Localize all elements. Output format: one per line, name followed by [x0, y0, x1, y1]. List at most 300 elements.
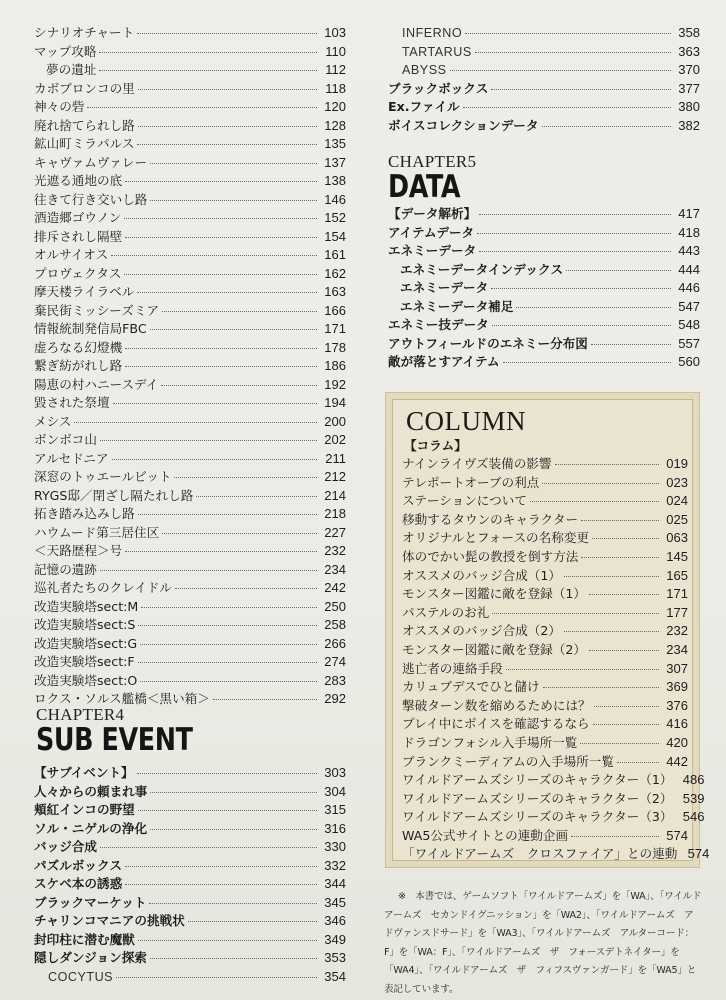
toc-entry-page: 137: [324, 154, 346, 170]
toc-entry-title: ブラックボックス: [388, 80, 489, 96]
dot-leader: [150, 792, 317, 793]
toc-entry: [34, 968, 346, 987]
toc-entry: [34, 505, 346, 524]
dot-leader: [150, 829, 317, 830]
toc-entry-title: TARTARUS: [402, 44, 472, 59]
toc-entry: [34, 209, 346, 228]
dot-leader: [141, 607, 317, 608]
toc-entry-title: 廃れ捨てられし路: [34, 117, 135, 133]
toc-entry: [34, 154, 346, 173]
toc-entry: [34, 302, 346, 321]
toc-entry-page: 382: [678, 117, 700, 133]
toc-entry-title: 毀された祭壇: [34, 395, 110, 410]
toc-entry-page: 486: [682, 772, 705, 788]
toc-entry-title: COCYTUS: [48, 969, 114, 984]
toc-entry-page: 171: [324, 321, 346, 336]
toc-entry: [388, 24, 700, 43]
toc-entry-title: 鉱山町ミラパルス: [34, 136, 135, 151]
toc-entry-title: エネミーデータインデックス: [400, 261, 564, 277]
dot-leader: [138, 126, 317, 127]
toc-entry-title: 人々からの頼まれ事: [34, 783, 148, 799]
toc-entry-title: マップ攻略: [34, 43, 97, 59]
toc-entry: [400, 660, 688, 679]
toc-entry-title: 排斥されし隔壁: [34, 228, 123, 244]
toc-entry-page: 024: [666, 493, 688, 509]
dot-leader: [503, 362, 671, 363]
toc-entry-title: 体のでかい髭の教授を倒す方法: [402, 548, 579, 564]
toc-entry-title: プレイ中にボイスを確認するなら: [402, 716, 590, 732]
toc-entry-page: 547: [678, 298, 700, 314]
toc-entry-title: エネミーデータ: [388, 243, 477, 258]
toc-entry-page: 112: [325, 62, 346, 77]
dot-leader: [475, 52, 671, 53]
toc-entry-page: 370: [678, 62, 700, 77]
toc-entry-title: ドラゴンフォシル入手場所一覧: [402, 734, 578, 750]
dot-leader: [591, 344, 671, 345]
toc-entry-page: 363: [678, 43, 700, 59]
toc-entry-title: ABYSS: [402, 63, 447, 77]
dot-leader: [137, 33, 317, 34]
toc-entry: [388, 43, 700, 62]
toc-entry: [34, 616, 346, 635]
dot-leader: [564, 576, 659, 577]
dot-leader: [150, 163, 317, 164]
toc-entry: [388, 80, 700, 99]
toc-entry-title: 光遮る通地の底: [34, 173, 123, 188]
toc-entry-page: 444: [678, 261, 700, 277]
toc-entry: [388, 279, 700, 298]
column-box: [385, 392, 710, 868]
toc-entry: [34, 561, 346, 580]
toc-entry: [34, 24, 346, 43]
toc-entry-page: 344: [324, 876, 346, 891]
dot-leader: [564, 631, 659, 632]
toc-entry: [34, 801, 346, 820]
left-column-entries: [34, 24, 346, 709]
right-column-top-entries: [388, 24, 700, 135]
toc-entry: [34, 265, 346, 284]
dot-leader: [463, 107, 671, 108]
dot-leader: [491, 89, 671, 90]
dot-leader: [161, 385, 317, 386]
toc-entry: [400, 548, 688, 567]
dot-leader: [162, 311, 317, 312]
dot-leader: [162, 533, 317, 534]
toc-entry: [388, 335, 700, 354]
dot-leader: [589, 594, 659, 595]
dot-leader: [593, 724, 659, 725]
toc-entry-title: 繋ぎ紡がれし路: [34, 358, 123, 373]
dot-leader: [113, 403, 317, 404]
toc-entry-title: 移動するタウンのキャラクター: [402, 511, 579, 527]
toc-entry-page: 118: [325, 80, 346, 96]
toc-entry-page: 560: [678, 354, 700, 369]
toc-entry-page: 135: [324, 136, 346, 151]
toc-entry-page: 019: [666, 456, 688, 471]
toc-entry-title: チャリンコマニアの挑戦状: [34, 913, 185, 928]
dot-leader: [581, 520, 659, 521]
dot-leader: [87, 107, 317, 108]
toc-entry: [34, 283, 346, 302]
toc-entry-page: 380: [678, 99, 700, 114]
toc-entry: [400, 622, 688, 641]
column-subtitle: 【コラム】: [404, 438, 467, 453]
toc-entry: [34, 191, 346, 210]
toc-entry-page: 546: [682, 809, 705, 825]
toc-entry: [400, 474, 688, 493]
dot-leader: [100, 440, 317, 441]
toc-entry: [400, 529, 688, 548]
toc-entry-title: アウトフィールドのエネミー分布図: [388, 335, 588, 351]
dot-leader: [543, 687, 659, 688]
toc-entry: [34, 783, 346, 802]
toc-entry: [400, 585, 688, 604]
dot-leader: [477, 233, 671, 234]
toc-entry-page: 232: [666, 623, 688, 639]
toc-entry-title: 棄民街ミッシーズミア: [34, 302, 160, 318]
toc-entry-page: 146: [324, 191, 346, 207]
toc-entry-page: 145: [666, 548, 688, 564]
dot-leader: [137, 773, 317, 774]
toc-entry-title: メシス: [34, 413, 72, 429]
dot-leader: [479, 251, 671, 252]
toc-entry-title: オルサイオス: [34, 247, 109, 262]
toc-entry-title: 改造実験塔sect:O: [34, 672, 138, 688]
toc-entry-title: 改造実験塔sect:G: [34, 635, 138, 651]
toc-entry-page: 315: [324, 802, 346, 817]
toc-entry: [400, 845, 710, 864]
toc-entry-page: 443: [678, 243, 700, 258]
toc-entry-title: 【サブイベント】: [34, 765, 134, 780]
toc-entry-page: 128: [324, 117, 346, 133]
toc-entry: [388, 316, 700, 335]
toc-entry-title: オリジナルとフォースの名称変更: [402, 530, 590, 546]
toc-entry-title: 神々の砦: [34, 99, 85, 114]
toc-entry: [34, 339, 346, 358]
toc-entry-title: プロヴェクタス: [34, 265, 122, 281]
toc-entry: [34, 653, 346, 672]
footnote: ※ 本書では、ゲームソフト「ワイルドアームズ」を「WA」、「ワイルドアームズ セカンドイグニッション」を「WA2」、「ワイルドアームズ アドヴァンスドサード」を「WA3」、「ワイルドアームズ アルターコード：F」を「WA：F」、「ワイルドアームズ ザ フォースデトネイター」を「WA4」、「ワイルドアームズ ザ フィフスヴァンガード」を「WA5」と表記しています。: [384, 891, 702, 995]
toc-entry-page: 416: [666, 716, 688, 732]
toc-entry: [34, 468, 346, 487]
toc-entry-title: 情報統制発信局FBC: [34, 321, 147, 336]
toc-entry-page: 420: [666, 734, 688, 750]
toc-entry: [388, 61, 700, 80]
toc-entry-title: ハウムード第三居住区: [34, 524, 160, 540]
dot-leader: [125, 884, 317, 885]
toc-entry: [388, 117, 700, 136]
dot-leader: [125, 866, 317, 867]
toc-entry-page: 154: [324, 228, 346, 244]
toc-entry-title: 改造実験塔sect:F: [34, 654, 135, 669]
toc-entry: [400, 604, 688, 623]
toc-entry-page: 161: [324, 247, 346, 262]
toc-entry-title: エネミーデータ: [400, 280, 489, 295]
toc-entry-page: 250: [324, 598, 346, 614]
toc-entry-title: 往きて行き交いし路: [34, 191, 148, 207]
dot-leader: [174, 477, 317, 478]
toc-entry-title: モンスター図鑑に敵を登録（2）: [402, 641, 586, 657]
dot-leader: [140, 644, 317, 645]
dot-leader: [74, 422, 317, 423]
toc-entry-page: 574: [666, 827, 688, 843]
toc-entry-page: 192: [324, 376, 346, 392]
dot-leader: [99, 52, 317, 53]
dot-leader: [100, 847, 317, 848]
toc-entry: [34, 413, 346, 432]
dot-leader: [188, 921, 317, 922]
toc-entry-page: 232: [324, 543, 346, 558]
toc-entry-title: 「ワイルドアームズ クロスファイア」との連動: [402, 846, 678, 862]
toc-entry-page: 162: [324, 265, 346, 281]
toc-entry-title: 夢の遺址: [46, 62, 97, 77]
dot-leader: [213, 699, 317, 700]
toc-entry-page: 202: [324, 432, 346, 447]
dot-leader: [566, 270, 671, 271]
toc-entry-title: 陽恵の村ハニースデイ: [34, 376, 159, 392]
toc-entry: [34, 672, 346, 691]
dot-leader: [125, 551, 317, 552]
toc-entry: [400, 697, 688, 716]
toc-entry: [34, 98, 346, 117]
toc-entry: [34, 949, 346, 968]
toc-entry-title: ワイルドアームズシリーズのキャラクター（3）: [402, 809, 673, 825]
dot-leader: [100, 570, 317, 571]
dot-leader: [125, 366, 317, 367]
toc-entry: [400, 567, 688, 586]
dot-leader: [580, 743, 659, 744]
toc-entry-page: 442: [666, 753, 688, 769]
toc-entry-page: 353: [324, 950, 346, 965]
toc-entry-page: 178: [324, 339, 346, 355]
column-entries: [400, 455, 710, 864]
toc-entry-page: 345: [324, 894, 346, 910]
dot-leader: [137, 144, 317, 145]
dot-leader: [150, 329, 317, 330]
chapter5-heading: [388, 153, 476, 203]
toc-entry-page: 330: [324, 839, 346, 854]
toc-entry-page: 152: [324, 210, 346, 225]
dot-leader: [594, 706, 659, 707]
toc-entry-page: 557: [678, 335, 700, 351]
dot-leader: [465, 33, 671, 34]
toc-entry-title: 拓き踏み込みし路: [34, 506, 135, 521]
toc-entry-page: 548: [678, 317, 700, 332]
toc-entry: [34, 376, 346, 395]
dot-leader: [138, 625, 317, 626]
chapter4-entries: [34, 764, 346, 986]
toc-entry: [400, 790, 705, 809]
dot-leader: [138, 940, 317, 941]
toc-entry: [34, 838, 346, 857]
toc-entry: [34, 246, 346, 265]
toc-entry: [34, 117, 346, 136]
toc-entry: [400, 641, 688, 660]
toc-entry-title: Ex.ファイル: [388, 99, 460, 114]
toc-entry: [34, 579, 346, 598]
dot-leader: [479, 214, 671, 215]
toc-entry-page: 177: [666, 604, 688, 620]
toc-entry-page: 358: [678, 25, 700, 40]
dot-leader: [542, 126, 672, 127]
toc-entry: [400, 455, 688, 474]
toc-entry-title: 封印柱に潜む魔獣: [34, 931, 135, 947]
toc-entry-title: ブラックマーケット: [34, 894, 147, 910]
dot-leader: [542, 483, 659, 484]
dot-leader: [617, 762, 659, 763]
toc-entry-title: カリュブデスでひと儲け: [402, 679, 540, 695]
dot-leader: [450, 70, 672, 71]
toc-entry-page: 418: [678, 224, 700, 240]
dot-leader: [138, 89, 317, 90]
toc-entry-title: 深窓のトゥエールビット: [34, 469, 172, 484]
toc-entry-page: 274: [324, 654, 346, 669]
toc-entry-page: 369: [666, 679, 688, 695]
toc-entry: [34, 135, 346, 154]
dot-leader: [138, 662, 317, 663]
toc-entry-title: ソル・ニゲルの浄化: [34, 820, 148, 836]
toc-entry-title: ワイルドアームズシリーズのキャラクター（1）: [402, 772, 673, 788]
toc-entry-title: 記憶の遺跡: [34, 561, 97, 577]
toc-entry-title: 巡礼者たちのクレイドル: [34, 580, 172, 595]
toc-entry: [388, 98, 700, 117]
toc-entry-page: 171: [666, 586, 688, 602]
chapter5-title: DATA: [388, 169, 461, 205]
toc-entry: [388, 261, 700, 280]
dot-leader: [492, 613, 659, 614]
dot-leader: [124, 218, 317, 219]
toc-entry-title: キャヴァムヴァレー: [34, 154, 148, 170]
dot-leader: [581, 557, 659, 558]
toc-entry: [34, 320, 346, 339]
toc-entry: [34, 857, 346, 876]
toc-entry-page: 304: [324, 783, 346, 799]
toc-entry-title: 逃亡者の連絡手段: [402, 660, 503, 676]
toc-entry-title: INFERNO: [402, 26, 463, 40]
toc-entry-page: 303: [324, 765, 346, 780]
toc-entry-title: スケベ本の誘惑: [34, 876, 123, 891]
dot-leader: [516, 307, 671, 308]
toc-entry-page: 574: [687, 846, 710, 862]
toc-entry: [34, 764, 346, 783]
toc-entry-title: アルセドニア: [34, 450, 109, 466]
toc-entry-page: 234: [324, 561, 346, 577]
toc-entry: [400, 511, 688, 530]
toc-entry-page: 234: [666, 641, 688, 657]
toc-entry-page: 138: [324, 173, 346, 188]
toc-entry-title: パズルボックス: [34, 857, 123, 873]
toc-entry-title: 改造実験塔sect:S: [34, 617, 136, 632]
dot-leader: [592, 538, 659, 539]
dot-leader: [589, 650, 659, 651]
toc-entry-title: 酒造郷ゴウノン: [34, 210, 122, 225]
toc-entry-page: 242: [324, 580, 346, 595]
toc-entry: [388, 224, 700, 243]
dot-leader: [506, 669, 659, 670]
toc-entry: [34, 394, 346, 413]
toc-entry: [34, 875, 346, 894]
toc-entry-page: 376: [666, 697, 688, 713]
toc-entry: [34, 912, 346, 931]
toc-entry-title: 虚ろなる幻燈機: [34, 339, 123, 355]
toc-entry-title: パステルのお礼: [402, 604, 490, 620]
column-title: COLUMN: [406, 406, 527, 436]
toc-entry-title: RYGS邸／閉ざし隔たれし路: [34, 487, 194, 503]
dot-leader: [112, 459, 317, 460]
toc-entry-title: ナインライヴズ装備の影響: [402, 456, 552, 471]
toc-entry-page: 211: [325, 450, 346, 466]
toc-entry: [388, 205, 700, 224]
toc-entry-title: オススメのバッジ合成（2）: [402, 623, 562, 639]
toc-entry-title: アイテムデータ: [388, 224, 475, 240]
toc-entry: [400, 492, 688, 511]
toc-entry-title: ＜天路歴程＞号: [34, 543, 123, 558]
chapter4-title: SUB EVENT: [36, 722, 193, 758]
toc-entry-page: 307: [666, 660, 688, 676]
toc-entry-page: 165: [666, 567, 688, 583]
dot-leader: [150, 200, 317, 201]
toc-entry-page: 377: [678, 80, 700, 96]
toc-entry-title: 隠しダンジョン探索: [34, 950, 147, 965]
toc-entry-page: 349: [324, 931, 346, 947]
dot-leader: [140, 681, 317, 682]
toc-entry-page: 258: [324, 617, 346, 632]
chapter5-label: CHAPTER5: [388, 152, 477, 171]
toc-entry-page: 346: [324, 913, 346, 928]
chapter4-heading: [36, 706, 227, 756]
toc-entry-page: 200: [324, 413, 346, 429]
dot-leader: [149, 903, 317, 904]
toc-entry-page: 539: [682, 790, 705, 806]
toc-entry-page: 166: [324, 302, 346, 318]
toc-entry-title: ロクス・ソルス艦橋＜黒い箱＞: [34, 691, 210, 706]
toc-entry-title: ボンボコ山: [34, 432, 97, 447]
chapter5-entries: [388, 205, 700, 372]
toc-entry-title: 頬紅インコの野望: [34, 802, 135, 817]
dot-leader: [125, 348, 317, 349]
toc-entry-page: 063: [666, 530, 688, 546]
dot-leader: [492, 325, 671, 326]
toc-entry: [400, 678, 688, 697]
toc-entry-page: 110: [325, 43, 346, 59]
dot-leader: [196, 496, 317, 497]
toc-entry: [34, 635, 346, 654]
toc-entry-page: 266: [324, 635, 346, 651]
toc-entry: [34, 228, 346, 247]
toc-entry-page: 103: [324, 25, 346, 40]
dot-leader: [125, 181, 317, 182]
toc-entry-page: 023: [666, 474, 688, 490]
toc-entry-page: 417: [678, 206, 700, 221]
toc-entry-title: モンスター図鑑に敵を登録（1）: [402, 586, 586, 602]
dot-leader: [137, 292, 317, 293]
toc-entry: [34, 357, 346, 376]
toc-entry: [34, 542, 346, 561]
toc-entry-title: 改造実験塔sect:M: [34, 598, 139, 614]
toc-entry: [34, 820, 346, 839]
toc-entry: [400, 734, 688, 753]
toc-entry: [34, 524, 346, 543]
toc-entry: [34, 598, 346, 617]
toc-entry-page: 316: [324, 820, 346, 836]
toc-entry-page: 292: [324, 691, 346, 706]
toc-entry-title: エネミーデータ補足: [400, 298, 514, 314]
dot-leader: [125, 237, 317, 238]
toc-entry: [400, 771, 705, 790]
dot-leader: [571, 836, 659, 837]
toc-entry-title: 【データ解析】: [388, 206, 477, 221]
toc-entry-page: 283: [324, 672, 346, 688]
